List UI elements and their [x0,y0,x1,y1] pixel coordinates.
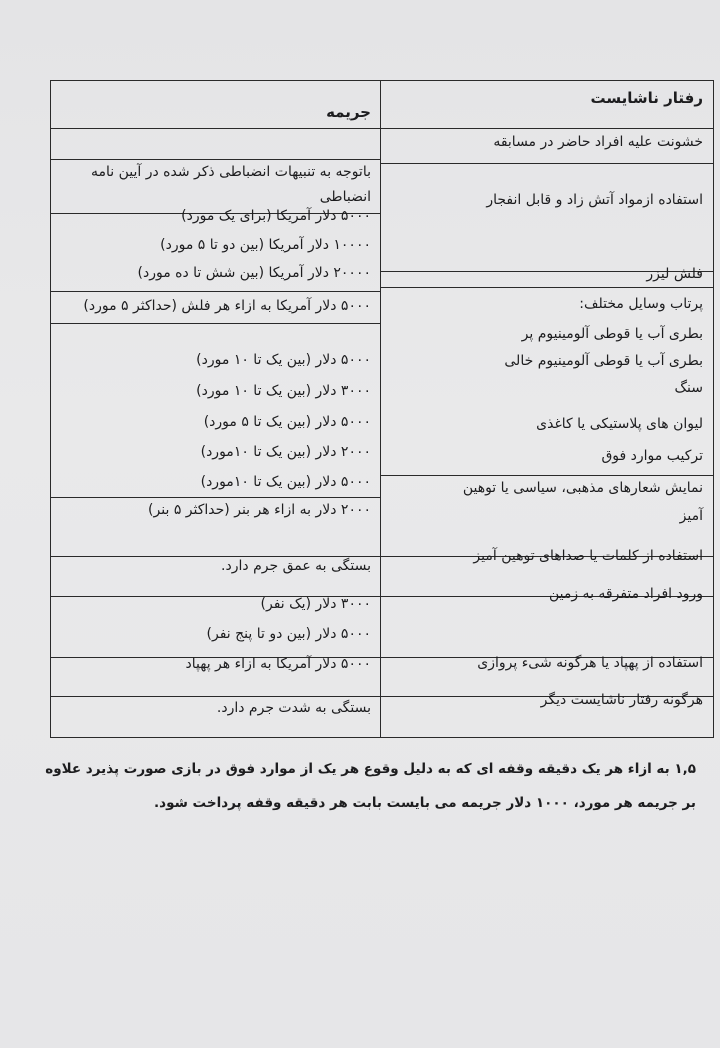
row7-penalty-line1: ۳۰۰۰ دلار (یک نفر) [260,596,371,612]
row7-behavior: ورود افراد متفرقه به زمین [548,586,703,602]
row2-penalty-line2: ۱۰۰۰۰ دلار آمریکا (بین دو تا ۵ مورد) [160,237,371,253]
row4-behavior-line5: لیوان های پلاستیکی یا کاغذی [536,416,703,432]
row9-behavior: هرگونه رفتار ناشایست دیگر [540,692,703,708]
row8-penalty: ۵۰۰۰ دلار آمریکا به ازاء هر پهپاد [185,656,371,672]
row4-penalty-line2: ۳۰۰۰ دلار (بین یک تا ۱۰ مورد) [196,383,371,399]
interruption-note [45,752,696,820]
row1-penalty-line2: انضباطی [319,189,371,205]
row3-behavior: فلش لیزر [646,266,703,282]
row4-penalty-line5: ۵۰۰۰ دلار (بین یک تا ۱۰مورد) [200,474,371,490]
row7-penalty-line2: ۵۰۰۰ دلار (بین دو تا پنج نفر) [206,626,371,642]
row5-penalty: ۲۰۰۰ دلار به ازاء هر بنر (حداکثر ۵ بنر) [148,502,371,518]
row2-behavior: استفاده ازمواد آتش زاد و قابل انفجار [486,192,703,208]
row2-penalty-line1: ۵۰۰۰ دلار آمریکا (برای یک مورد) [181,208,371,224]
column-divider [380,81,381,737]
row4-behavior-line3: بطری آب یا قوطی آلومینیوم خالی [504,353,703,369]
row4-behavior-line1: پرتاب وسایل مختلف: [579,296,703,312]
note-line2: بر جریمه هر مورد، ۱۰۰۰ دلار جریمه می بایست بابت هر دقیقه وقفه پرداخت شود. [154,795,696,811]
row1-rule-left [51,159,380,160]
row4-penalty-line3: ۵۰۰۰ دلار (بین یک تا ۵ مورد) [203,414,371,430]
row5-behavior-line1: نمایش شعارهای مذهبی، سیاسی یا توهین [462,480,703,496]
header-penalty: جریمه [326,103,371,121]
row1-rule-right [380,163,713,164]
row4-penalty-line4: ۲۰۰۰ دلار (بین یک تا ۱۰مورد) [200,444,371,460]
row3-rule-right [380,287,713,288]
row4-behavior-line6: ترکیب موارد فوق [601,448,703,464]
header-rule-left [51,128,380,129]
row5-behavior-line2: آمیز [679,508,703,524]
row1-behavior: خشونت علیه افراد حاضر در مسابقه [493,134,703,150]
row4-behavior-line2: بطری آب یا قوطی آلومینیوم پر [521,326,703,342]
row4-rule-top-left [51,323,380,324]
row1-penalty-line1: باتوجه به تنبیهات انضباطی ذکر شده در آیین نامه [90,164,371,180]
penalty-table [50,80,714,738]
row6-behavior: استفاده از کلمات یا صداهای توهین آمیز [473,548,703,564]
note-line1: ۱,۵ به ازاء هر یک دقیقه وقفه ای که به دلیل وقوع هر یک از موارد فوق در بازی صورت پذیرد علاوه [45,761,696,777]
row9-penalty: بستگی به شدت جرم دارد. [216,700,371,716]
row4-behavior-line4: سنگ [674,380,703,396]
row6-penalty: بستگی به عمق جرم دارد. [221,558,371,574]
row4-penalty-line1: ۵۰۰۰ دلار (بین یک تا ۱۰ مورد) [196,352,371,368]
row8-behavior: استفاده از پهپاد یا هرگونه شیء پروازی [477,655,703,671]
header-behavior: رفتار ناشایست [590,89,703,107]
row3-penalty: ۵۰۰۰ دلار آمریکا به ازاء هر فلش (حداکثر ۵ مورد) [83,298,371,314]
row2-penalty-line3: ۲۰۰۰۰ دلار آمریکا (بین شش تا ده مورد) [137,265,371,281]
